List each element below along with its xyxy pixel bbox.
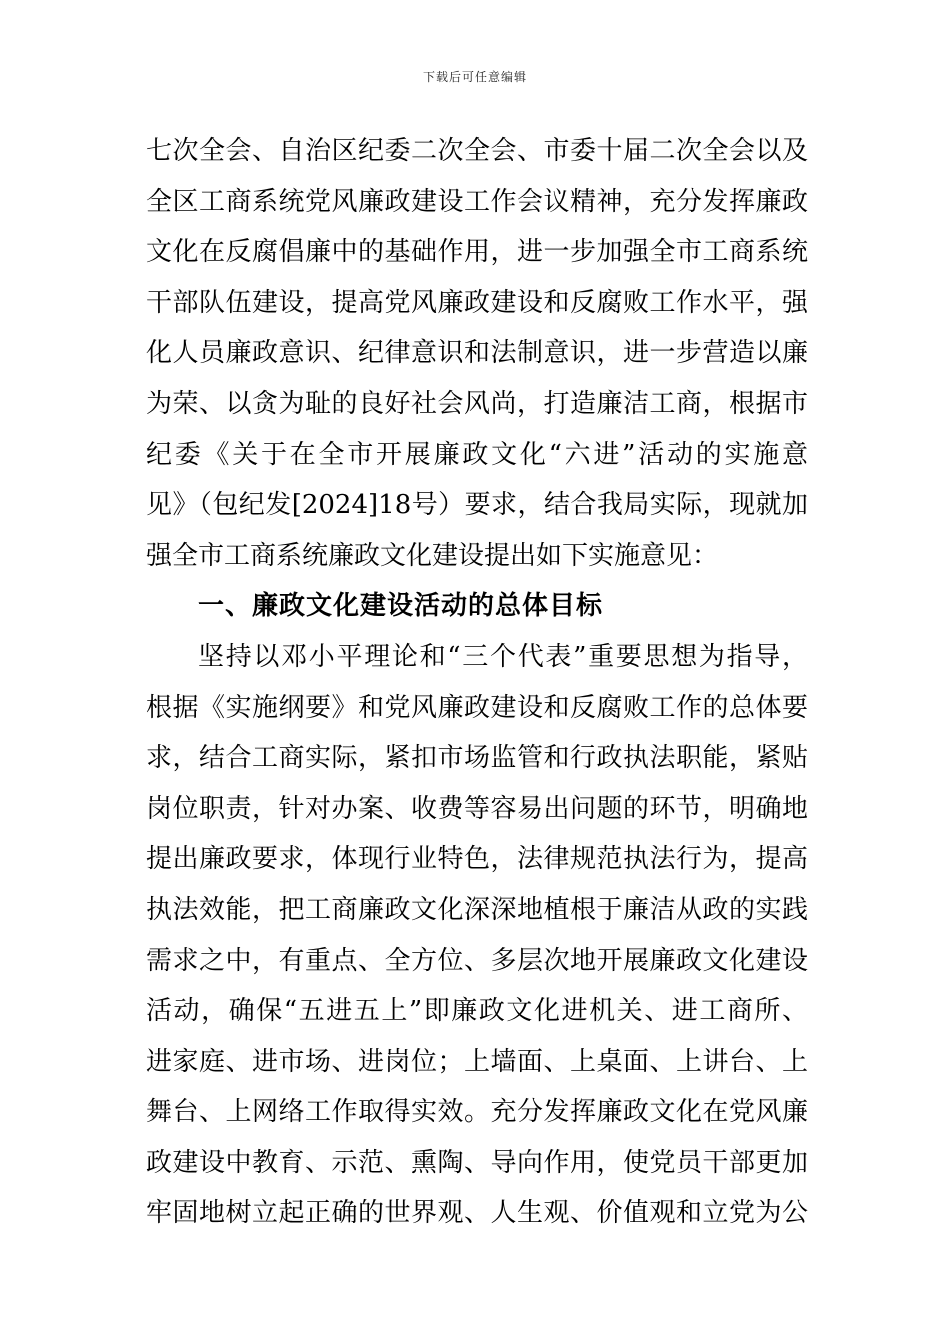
paragraph-line: 文化在反腐倡廉中的基础作用，进一步加强全市工商系统 — [146, 237, 808, 268]
paragraph-line: 化人员廉政意识、纪律意识和法制意识，进一步营造以廉 — [146, 338, 808, 369]
page-header: 下载后可任意编辑 — [422, 70, 527, 84]
paragraph-line: 执法效能，把工商廉政文化深深地植根于廉洁从政的实践 — [146, 894, 808, 925]
paragraph-line: 求，结合工商实际，紧扣市场监管和行政执法职能，紧贴 — [146, 743, 808, 774]
section-heading: 一、廉政文化建设活动的总体目标 — [198, 591, 604, 622]
paragraph-line: 提出廉政要求，体现行业特色，法律规范执法行为，提高 — [146, 844, 808, 875]
paragraph-line: 纪委《关于在全市开展廉政文化“六进”活动的实施意 — [146, 439, 808, 470]
paragraph-line: 坚持以邓小平理论和“三个代表”重要思想为指导， — [198, 641, 808, 672]
paragraph-line: 岗位职责，针对办案、收费等容易出问题的环节，明确地 — [146, 793, 808, 824]
paragraph-line: 强全市工商系统廉政文化建设提出如下实施意见： — [146, 540, 719, 571]
paragraph-line: 根据《实施纲要》和党风廉政建设和反腐败工作的总体要 — [146, 692, 808, 723]
paragraph-line: 需求之中，有重点、全方位、多层次地开展廉政文化建设 — [146, 945, 808, 976]
paragraph-line: 干部队伍建设，提高党风廉政建设和反腐败工作水平，强 — [146, 287, 808, 318]
paragraph-line: 政建设中教育、示范、熏陶、导向作用，使党员干部更加 — [146, 1147, 808, 1178]
paragraph-line: 为荣、以贪为耻的良好社会风尚，打造廉洁工商，根据市 — [146, 388, 808, 419]
paragraph-line: 全区工商系统党风廉政建设工作会议精神，充分发挥廉政 — [146, 186, 808, 217]
paragraph-line: 七次全会、自治区纪委二次全会、市委十届二次全会以及 — [146, 136, 808, 166]
paragraph-line: 见》（包纪发[2024]18号）要求，结合我局实际，现就加 — [146, 490, 808, 521]
paragraph-line: 舞台、上网络工作取得实效。充分发挥廉政文化在党风廉 — [146, 1097, 808, 1128]
body-text — [146, 126, 808, 1239]
paragraph-line: 牢固地树立起正确的世界观、人生观、价值观和立党为公 — [146, 1198, 808, 1229]
paragraph-line: 进家庭、进市场、进岗位；上墙面、上桌面、上讲台、上 — [146, 1046, 808, 1077]
paragraph-line: 活动，确保“五进五上”即廉政文化进机关、进工商所、 — [146, 996, 808, 1027]
